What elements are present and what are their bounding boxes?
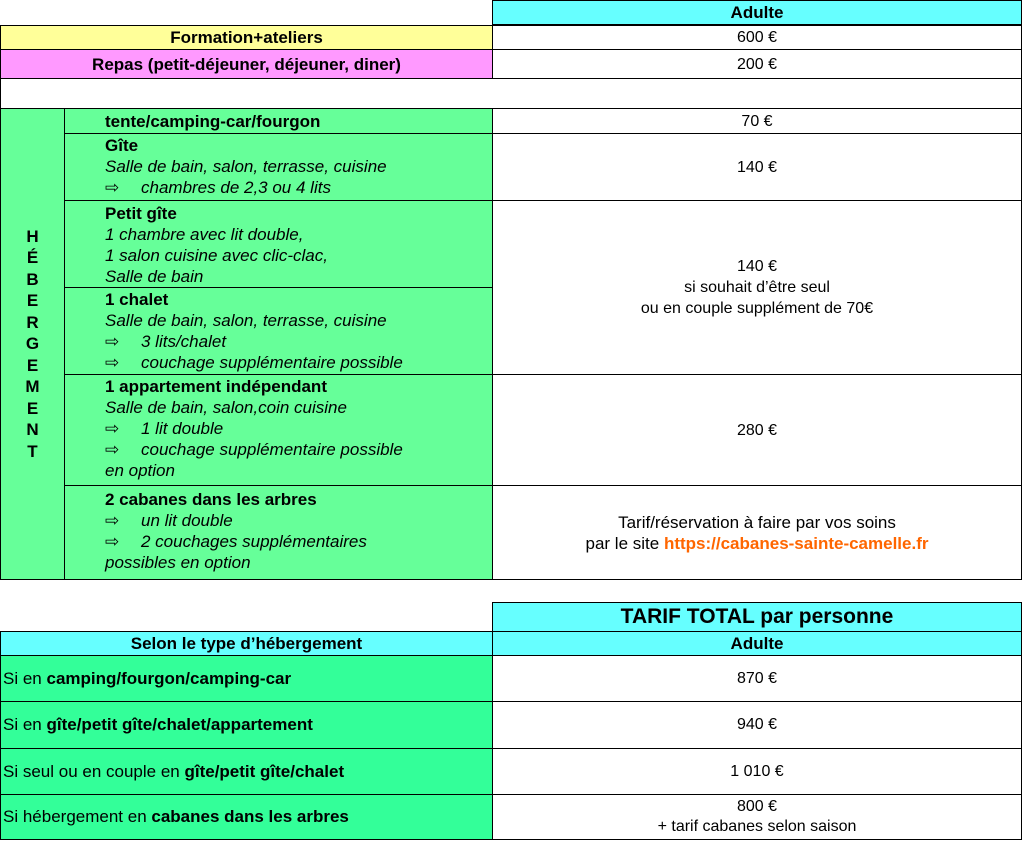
accommodation-detail-line: ⇨ couchage supplémentaire possible [105,353,403,372]
arrow-right-icon: ⇨ [105,419,120,438]
hebergement-letter: M [25,377,40,397]
arrow-right-icon: ⇨ [105,178,120,197]
adulte-header-2: Adulte [492,631,1022,656]
accommodation-chalet [64,287,493,375]
hebergement-letter: E [26,291,39,311]
total-row-price: 870 € [492,655,1022,702]
total-row-price: 800 € + tarif cabanes selon saison [492,794,1022,840]
formation-label: Formation+ateliers [0,25,493,50]
hebergement-letter: B [26,269,39,289]
accommodation-title: tente/camping-car/fourgon [105,112,321,131]
arrow-right-icon: ⇨ [105,332,120,351]
total-row-label: Si seul ou en couple en gîte/petit gîte/chalet [0,748,493,795]
selon-type-header: Selon le type d’hébergement [0,631,493,656]
price-petit-gite-chalet: 140 € si souhait d’être seul ou en couple supplément de 70€ [492,200,1022,375]
accommodation-appartement [64,374,493,486]
accommodation-title: Gîte [105,136,139,155]
spacer-row [0,78,1022,109]
price-gite: 140 € [492,133,1022,201]
arrow-right-icon: ⇨ [105,440,120,459]
tarif-total-title: TARIF TOTAL par personne [492,602,1022,632]
accommodation-detail-line: Salle de bain, salon, terrasse, cuisine [105,157,387,176]
total-row-label: Si en gîte/petit gîte/chalet/appartement [0,701,493,749]
accommodation-detail-line: en option [105,461,175,480]
hebergement-letter: H [26,226,39,246]
accommodation-tente [64,108,493,134]
total-row-price: 940 € [492,701,1022,749]
price-cabanes: Tarif/réservation à faire par vos soins par le site https://cabanes-sainte-camelle.fr [492,485,1022,580]
total-row-label: Si hébergement en cabanes dans les arbres [0,794,493,840]
cabanes-link[interactable]: https://cabanes-sainte-camelle.fr [663,533,929,553]
accommodation-title: 2 cabanes dans les arbres [105,490,317,509]
repas-price: 200 € [492,49,1022,79]
total-row-label: Si en camping/fourgon/camping-car [0,655,493,702]
accommodation-detail-line: Salle de bain [105,267,204,286]
accommodation-detail-line: 1 chambre avec lit double, [105,225,304,244]
accommodation-gite [64,133,493,201]
arrow-right-icon: ⇨ [105,353,120,372]
accommodation-title: 1 chalet [105,290,169,309]
accommodation-petit-gite [64,200,493,288]
accommodation-detail-line: ⇨ chambres de 2,3 ou 4 lits [105,178,331,197]
price-tente: 70 € [492,108,1022,134]
hebergement-letter: E [26,355,39,375]
arrow-right-icon: ⇨ [105,532,120,551]
hebergement-letter: É [26,248,39,268]
accommodation-detail-line: Salle de bain, salon, terrasse, cuisine [105,311,387,330]
total-row-price: 1 010 € [492,748,1022,795]
accommodation-detail-line: ⇨ 2 couchages supplémentaires [105,532,367,551]
accommodation-detail-line: ⇨ un lit double [105,511,233,530]
hebergement-letter: R [26,312,39,332]
arrow-right-icon: ⇨ [105,511,120,530]
accommodation-detail-line: 1 salon cuisine avec clic-clac, [105,246,328,265]
accommodation-detail-line: possibles en option [105,553,251,572]
accommodation-detail-line: ⇨ 3 lits/chalet [105,332,227,351]
hebergement-letter: G [25,334,40,354]
hebergement-letter: T [27,441,38,461]
hebergement-vertical-label [0,108,65,580]
hebergement-letter: N [26,420,39,440]
accommodation-cabanes [64,485,493,580]
price-appartement: 280 € [492,374,1022,486]
formation-price: 600 € [492,25,1022,50]
accommodation-title: Petit gîte [105,204,177,223]
repas-label: Repas (petit-déjeuner, déjeuner, diner) [0,49,493,79]
accommodation-detail-line: ⇨ couchage supplémentaire possible [105,440,403,459]
adulte-header: Adulte [492,0,1022,25]
hebergement-letter: E [26,398,39,418]
accommodation-title: 1 appartement indépendant [105,377,327,396]
accommodation-detail-line: Salle de bain, salon,coin cuisine [105,398,347,417]
accommodation-detail-line: ⇨ 1 lit double [105,419,224,438]
